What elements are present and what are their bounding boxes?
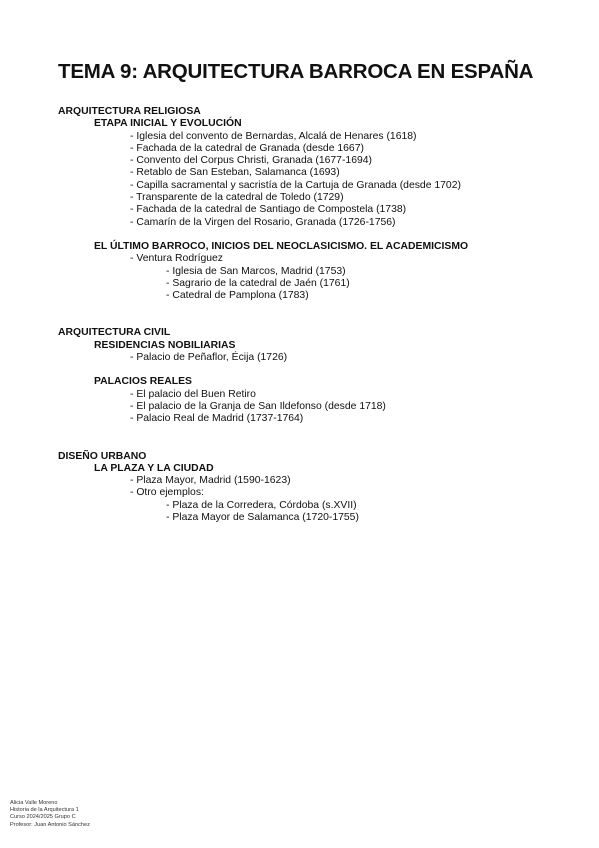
subsection-heading-residencias: RESIDENCIAS NOBILIARIAS xyxy=(94,339,236,351)
footer-author: Alicia Valle Moreno xyxy=(10,800,58,806)
list-item: - Otro ejemplos: xyxy=(130,487,204,499)
list-item: - Convento del Corpus Christi, Granada (1677-1694) xyxy=(130,155,372,167)
subsection-heading-ultimo-barroco: EL ÚLTIMO BARROCO, INICIOS DEL NEOCLASICISMO. EL ACADEMICISMO xyxy=(94,240,469,252)
list-item: - Retablo de San Esteban, Salamanca (1693) xyxy=(130,167,340,179)
list-item: - Sagrario de la catedral de Jaén (1761) xyxy=(166,277,350,289)
page-title: TEMA 9: ARQUITECTURA BARROCA EN ESPAÑA xyxy=(58,60,534,83)
list-item: - Capilla sacramental y sacristía de la Cartuja de Granada (desde 1702) xyxy=(130,179,461,191)
list-item: - Palacio de Peñaflor, Écija (1726) xyxy=(130,352,288,364)
footer-course-year: Curso 2024/2025 Grupo C xyxy=(10,814,76,821)
list-item: - Iglesia del convento de Bernardas, Alcalá de Henares (1618) xyxy=(130,130,417,142)
list-item: - Iglesia de San Marcos, Madrid (1753) xyxy=(166,265,346,277)
section-heading-religiosa: ARQUITECTURA RELIGIOSA xyxy=(58,106,201,117)
subsection-heading-etapa-inicial: ETAPA INICIAL Y EVOLUCIÓN xyxy=(94,118,242,130)
document-body xyxy=(58,106,579,524)
list-item: - Plaza Mayor, Madrid (1590-1623) xyxy=(130,475,291,487)
list-item: - Plaza Mayor de Salamanca (1720-1755) xyxy=(166,512,359,524)
list-item: - Fachada de la catedral de Granada (desde 1667) xyxy=(130,142,364,154)
list-item: - Palacio Real de Madrid (1737-1764) xyxy=(130,413,304,425)
footer-course-name: Historia de la Arquitectura 1 xyxy=(10,807,79,814)
list-item: - Transparente de la catedral de Toledo (1729) xyxy=(130,192,344,204)
list-item: - El palacio del Buen Retiro xyxy=(130,388,256,400)
subsection-heading-plaza: LA PLAZA Y LA CIUDAD xyxy=(94,462,214,474)
list-item: - Fachada de la catedral de Santiago de Compostela (1738) xyxy=(130,204,407,216)
list-item-author: - Ventura Rodríguez xyxy=(130,253,223,265)
footer-professor: Profesor: Juan Antonio Sánchez xyxy=(10,821,90,828)
list-item: - Plaza de la Corredera, Córdoba (s.XVII) xyxy=(166,499,357,511)
subsection-heading-palacios: PALACIOS REALES xyxy=(94,376,192,388)
page-footer xyxy=(10,800,90,829)
section-heading-urbano: DISEÑO URBANO xyxy=(58,450,147,462)
list-item: - Catedral de Pamplona (1783) xyxy=(166,290,309,302)
section-heading-civil: ARQUITECTURA CIVIL xyxy=(58,327,171,339)
list-item: - El palacio de la Granja de San Ildefonso (desde 1718) xyxy=(130,400,386,412)
list-item: - Camarín de la Virgen del Rosario, Granada (1726-1756) xyxy=(130,216,396,228)
